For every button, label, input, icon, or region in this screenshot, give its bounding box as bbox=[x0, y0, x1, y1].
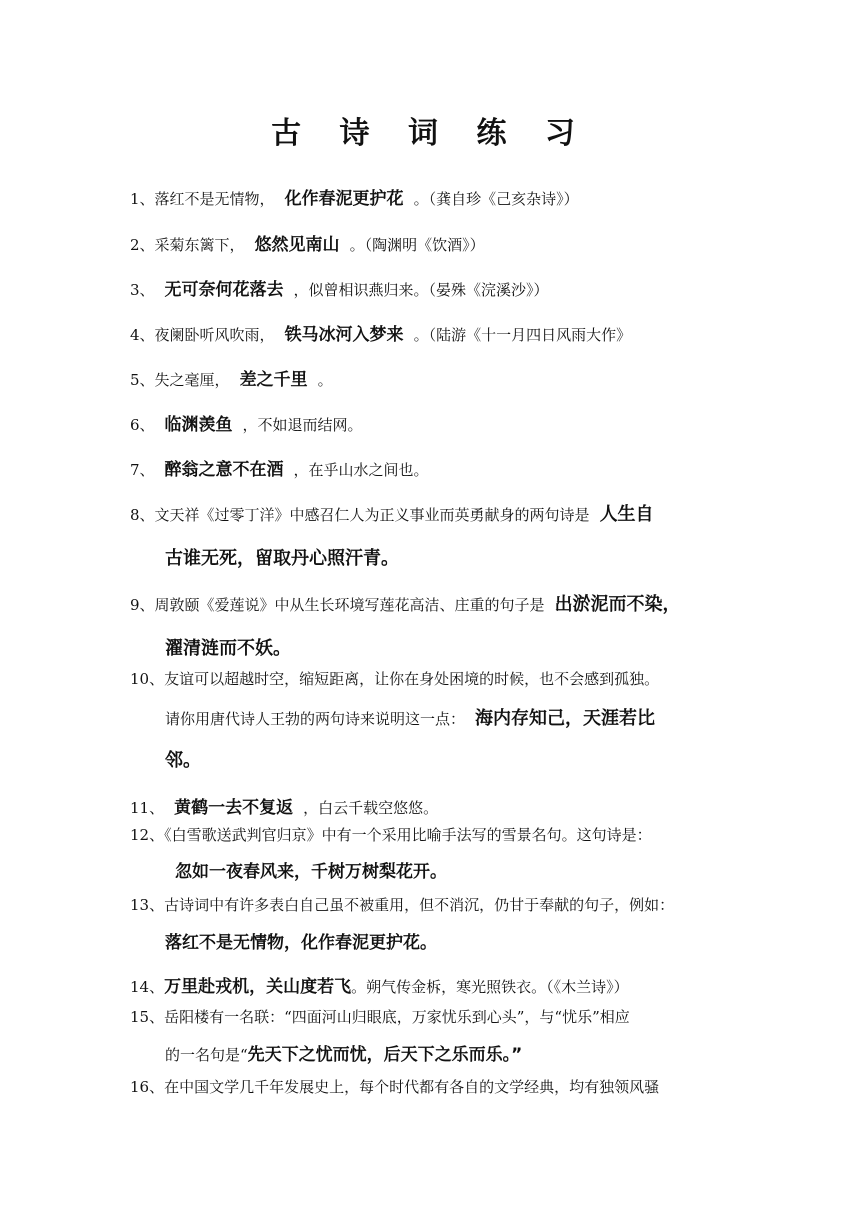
question-number: 8、 bbox=[130, 506, 155, 524]
question-text: 请你用唐代诗人王勃的两句诗来说明这一点： bbox=[165, 710, 466, 728]
question-number: 10、 bbox=[130, 670, 165, 688]
question-13-answer bbox=[165, 928, 733, 953]
question-10-continued bbox=[165, 746, 733, 772]
question-7 bbox=[130, 455, 732, 480]
answer-text: 忽如一夜春风来，千树万树梨花开。 bbox=[175, 862, 447, 882]
question-number: 14、 bbox=[130, 978, 165, 996]
question-text: 采菊东篱下， bbox=[154, 236, 245, 254]
question-11 bbox=[130, 793, 732, 818]
question-8-continued bbox=[165, 544, 733, 570]
question-text: 周敦颐《爱莲说》中从生长环境写莲花高洁、庄重的句子是 bbox=[154, 596, 545, 614]
page-title: 古 诗 词 练 习 bbox=[271, 116, 589, 151]
question-12-answer bbox=[175, 857, 743, 882]
answer-text: 醉翁之意不在酒 bbox=[164, 460, 284, 480]
question-text: 失之毫厘， bbox=[154, 371, 230, 389]
question-number: 4、 bbox=[130, 326, 155, 344]
answer-text: 古谁无死，留取丹心照汗青。 bbox=[165, 548, 399, 569]
answer-text: 铁马冰河入梦来 bbox=[284, 325, 404, 345]
question-14 bbox=[130, 972, 732, 997]
answer-text: 海内存知己，天涯若比 bbox=[475, 708, 656, 729]
answer-text: 落红不是无情物，化作春泥更护花。 bbox=[165, 933, 437, 953]
question-4 bbox=[130, 320, 732, 345]
question-number: 2、 bbox=[130, 236, 155, 254]
question-text: ，白云千载空悠悠。 bbox=[303, 799, 439, 817]
question-number: 1、 bbox=[130, 190, 155, 208]
closing-quote: ” bbox=[511, 1045, 523, 1065]
question-3 bbox=[130, 275, 732, 300]
question-number: 7、 bbox=[130, 461, 155, 479]
answer-text: 差之千里 bbox=[239, 370, 308, 390]
question-text: 友谊可以超越时空，缩短距离，让你在身处困境的时候，也不会感到孤独。 bbox=[164, 670, 660, 688]
answer-text: 黄鹤一去不复返 bbox=[174, 798, 294, 818]
question-10-line-2 bbox=[165, 704, 733, 730]
question-8 bbox=[130, 500, 732, 526]
answer-text: 邻。 bbox=[165, 750, 201, 771]
question-source: 。（陶渊明《饮酒》） bbox=[349, 236, 485, 254]
question-text: 。朔气传金柝，寒光照铁衣。（《木兰诗》） bbox=[351, 978, 629, 996]
answer-text: 化作春泥更护花 bbox=[284, 189, 404, 209]
answer-text: 无可奈何花落去 bbox=[164, 280, 284, 300]
question-text: 古诗词中有许多表白自己虽不被重用，但不消沉，仍甘于奉献的句子，例如： bbox=[164, 896, 675, 914]
question-text: 落红不是无情物， bbox=[154, 190, 275, 208]
answer-text: 万里赴戎机，关山度若飞 bbox=[164, 977, 352, 997]
question-9 bbox=[130, 590, 732, 616]
question-6 bbox=[130, 410, 732, 435]
question-number: 15、 bbox=[130, 1008, 165, 1026]
question-1 bbox=[130, 184, 732, 209]
question-text: 《白雪歌送武判官归京》中有一个采用比喻手法写的雪景名句。这句诗是： bbox=[164, 826, 652, 844]
question-number: 11、 bbox=[130, 799, 165, 817]
question-12 bbox=[130, 824, 732, 845]
question-text: 。 bbox=[317, 371, 333, 389]
question-number: 16、 bbox=[130, 1078, 165, 1096]
question-15-line-2 bbox=[165, 1040, 733, 1065]
question-16 bbox=[130, 1076, 732, 1097]
question-text: 的一名句是“ bbox=[165, 1046, 248, 1064]
question-9-continued bbox=[165, 634, 733, 660]
question-15 bbox=[130, 1006, 732, 1027]
answer-text: 濯清涟而不妖。 bbox=[165, 638, 291, 659]
question-text: 在中国文学几千年发展史上，每个时代都有各自的文学经典，均有独领风骚 bbox=[164, 1078, 660, 1096]
answer-text: 出淤泥而不染， bbox=[554, 594, 681, 615]
question-text: ，在乎山水之间也。 bbox=[293, 461, 429, 479]
answer-text: 先天下之忧而忧，后天下之乐而乐。 bbox=[247, 1045, 512, 1065]
question-text: 岳阳楼有一名联：“四面河山归眼底，万家忧乐到心头”，与“忧乐”相应 bbox=[164, 1008, 630, 1026]
question-number: 3、 bbox=[130, 281, 155, 299]
question-text: ，不如退而结网。 bbox=[242, 416, 363, 434]
question-number: 6、 bbox=[130, 416, 155, 434]
answer-text: 临渊羡鱼 bbox=[164, 415, 233, 435]
answer-text: 人生自 bbox=[599, 504, 654, 525]
question-number: 9、 bbox=[130, 596, 155, 614]
answer-text: 悠然见南山 bbox=[254, 235, 340, 255]
question-text: 夜阑卧听风吹雨， bbox=[154, 326, 275, 344]
question-number: 13、 bbox=[130, 896, 165, 914]
question-number: 12、 bbox=[130, 826, 165, 844]
question-text: ，似曾相识燕归来。（晏殊《浣溪沙》） bbox=[293, 281, 549, 299]
question-number: 5、 bbox=[130, 371, 155, 389]
question-text: 文天祥《过零丁洋》中感召仁人为正义事业而英勇献身的两句诗是 bbox=[154, 506, 590, 524]
question-2 bbox=[130, 230, 732, 255]
question-source: 。（陆游《十一月四日风雨大作》 bbox=[413, 326, 632, 344]
question-5 bbox=[130, 365, 732, 390]
question-13 bbox=[130, 894, 732, 915]
question-source: 。（龚自珍《己亥杂诗》） bbox=[413, 190, 579, 208]
question-10 bbox=[130, 668, 732, 689]
